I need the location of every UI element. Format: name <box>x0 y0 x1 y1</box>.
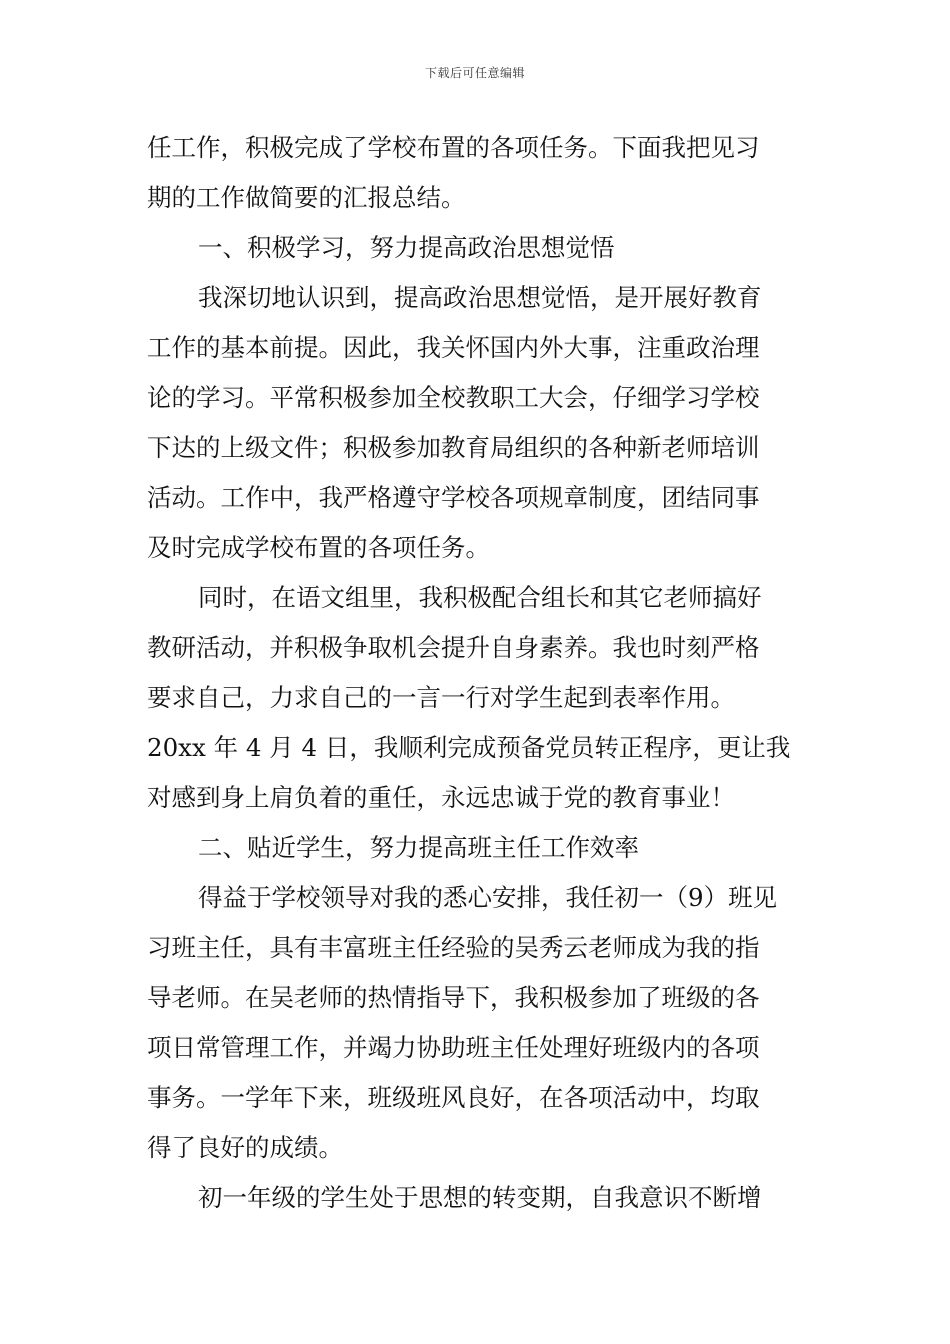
text-line: 期的工作做简要的汇报总结。 <box>147 183 466 212</box>
text-line: 活动。工作中，我严格遵守学校各项规章制度，团结同事 <box>147 483 760 512</box>
text-line: 要求自己，力求自己的一言一行对学生起到表率作用。 <box>147 683 735 712</box>
text-line: 习班主任，具有丰富班主任经验的吴秀云老师成为我的指 <box>147 933 760 962</box>
text-line: 得了良好的成绩。 <box>147 1133 343 1162</box>
text-line: 下达的上级文件；积极参加教育局组织的各种新老师培训 <box>147 433 760 462</box>
text-line: 任工作，积极完成了学校布置的各项任务。下面我把见习 <box>147 133 760 162</box>
text-line: 工作的基本前提。因此，我关怀国内外大事，注重政治理 <box>147 333 760 362</box>
text-line: 同时，在语文组里，我积极配合组长和其它老师搞好 <box>198 583 762 612</box>
page-header: 下载后可任意编辑 <box>424 66 525 80</box>
section-heading: 二、贴近学生，努力提高班主任工作效率 <box>198 833 639 862</box>
text-line: 20xx 年 4 月 4 日，我顺利完成预备党员转正程序，更让我 <box>147 733 791 762</box>
text-line: 及时完成学校布置的各项任务。 <box>147 533 490 562</box>
text-line: 对感到身上肩负着的重任，永远忠诚于党的教育事业！ <box>147 783 735 812</box>
text-line: 事务。一学年下来，班级班风良好，在各项活动中，均取 <box>147 1083 760 1112</box>
text-line: 我深切地认识到，提高政治思想觉悟，是开展好教育 <box>198 283 762 312</box>
text-line: 初一年级的学生处于思想的转变期，自我意识不断增 <box>198 1183 762 1212</box>
text-line: 得益于学校领导对我的悉心安排，我任初一（9）班见 <box>198 883 778 912</box>
text-line: 论的学习。平常积极参加全校教职工大会，仔细学习学校 <box>147 383 760 412</box>
section-heading: 一、积极学习，努力提高政治思想觉悟 <box>198 233 615 262</box>
text-line: 项日常管理工作，并竭力协助班主任处理好班级内的各项 <box>147 1033 760 1062</box>
text-line: 导老师。在吴老师的热情指导下，我积极参加了班级的各 <box>147 983 760 1012</box>
text-line: 教研活动，并积极争取机会提升自身素养。我也时刻严格 <box>147 633 760 662</box>
